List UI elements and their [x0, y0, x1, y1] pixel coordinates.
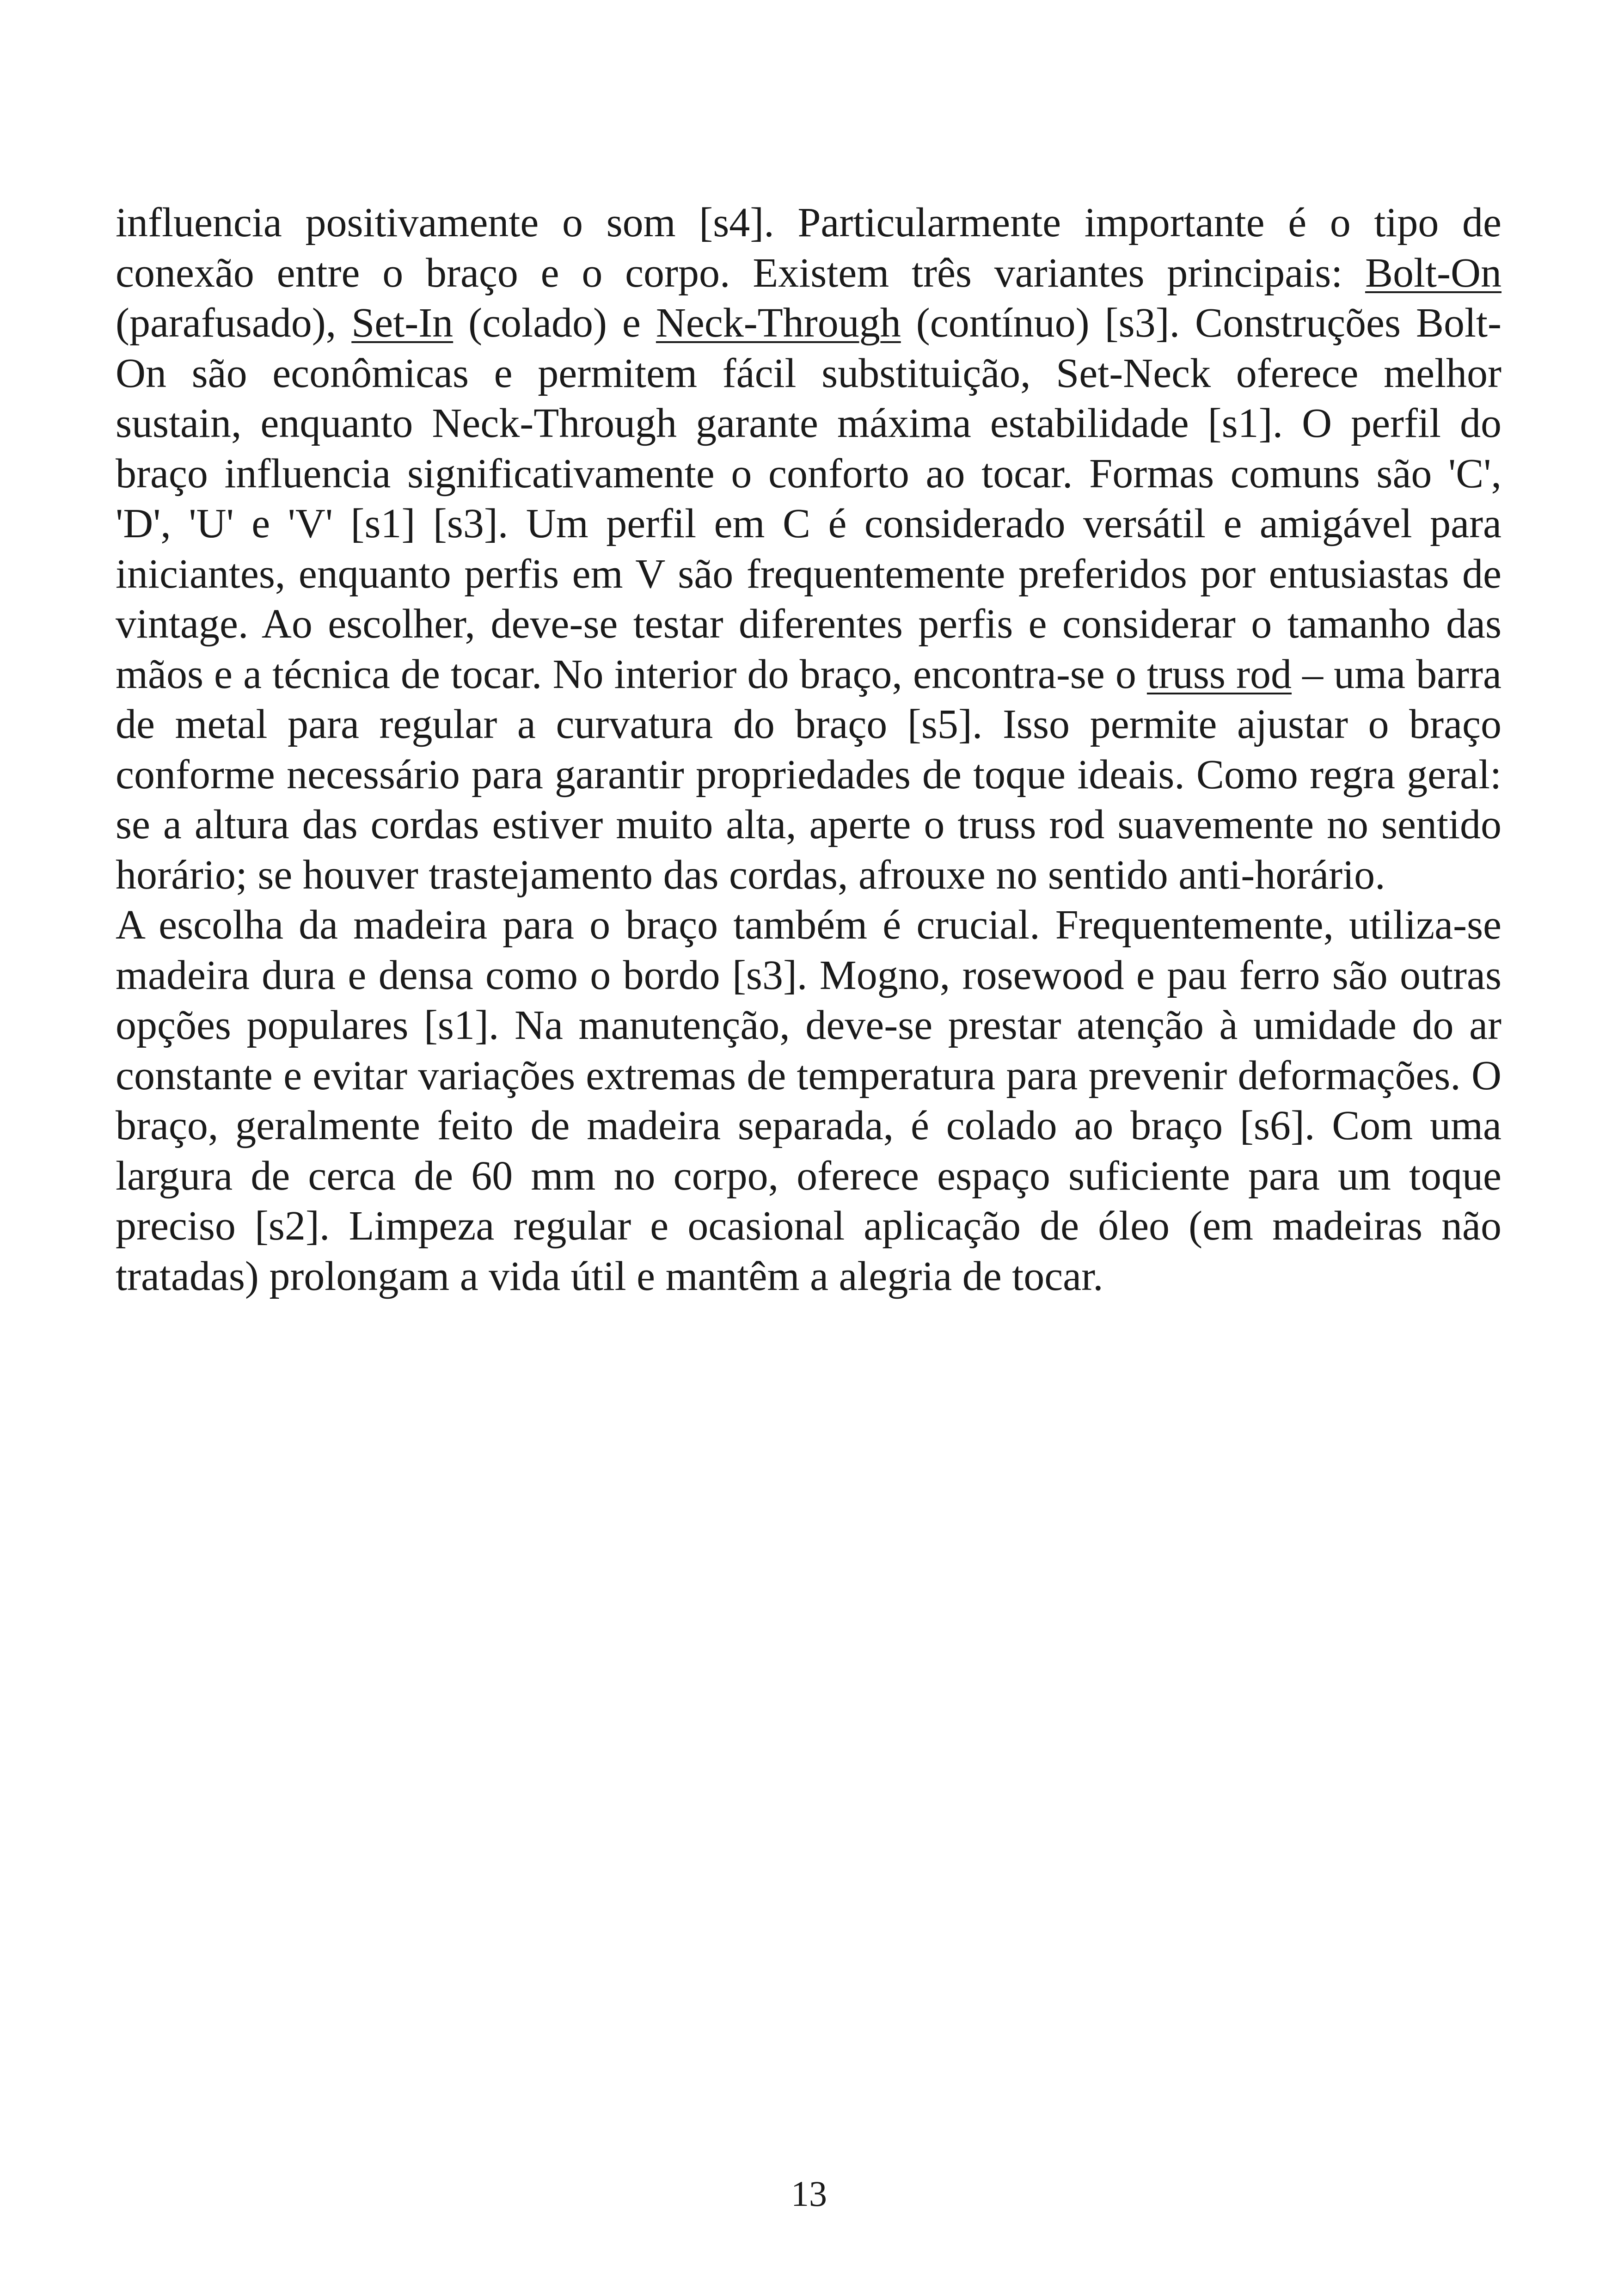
body-text	[116, 198, 1502, 1301]
paragraph-text: (colado) e	[453, 300, 656, 346]
paragraph-text: – uma barra de metal para regular a curvatura do braço [s5]. Isso permite ajustar o braço conforme necessário para garantir propriedades de toque ideais. Como regra geral: se a altura das cordas estiver muito alta, aperte o truss rod suavemente no sentido horário; se houver trastejamento das cordas, afrouxe no sentido anti-horário.	[116, 651, 1502, 898]
page-number: 13	[791, 2173, 827, 2214]
link-set-in[interactable]: Set-In	[351, 300, 454, 346]
paragraph	[116, 198, 1502, 900]
link-neck-through[interactable]: Neck-Through	[656, 300, 901, 346]
paragraph	[116, 900, 1502, 1301]
paragraph-text: A escolha da madeira para o braço também é crucial. Frequentemente, utiliza-se madeira dura e densa como o bordo [s3]. Mogno, rosewood e pau ferro são outras opções populares [s1]. Na manutenção, deve-se prestar atenção à umidade do ar constante e evitar variações extremas de temperatura para prevenir deformações. O braço, geralmente feito de madeira separada, é colado ao braço [s6]. Com uma largura de cerca de 60 mm no corpo, oferece espaço suficiente para um toque preciso [s2]. Limpeza regular e ocasional aplicação de óleo (em madeiras não tratadas) prolongam a vida útil e mantêm a alegria de tocar.	[116, 902, 1502, 1299]
link-truss-rod[interactable]: truss rod	[1146, 651, 1292, 697]
paragraph-text: influencia positivamente o som [s4]. Particularmente importante é o tipo de conexão entre o braço e o corpo. Existem três variantes principais:	[116, 200, 1502, 296]
paragraph-text: (parafusado),	[116, 300, 352, 346]
link-bolt-on[interactable]: Bolt-On	[1365, 250, 1502, 296]
paragraph-text: (contínuo) [s3]. Construções Bolt-On são econômicas e permitem fácil substituição, Set-Neck oferece melhor sustain, enquanto Neck-Through garante máxima estabilidade [s1]. O perfil do braço influencia significativamente o conforto ao tocar. Formas comuns são 'C', 'D', 'U' e 'V' [s1] [s3]. Um perfil em C é considerado versátil e amigável para iniciantes, enquanto perfis em V são frequentemente preferidos por entusiastas de vintage. Ao escolher, deve-se testar diferentes perfis e considerar o tamanho das mãos e a técnica de tocar. No interior do braço, encontra-se o	[116, 300, 1502, 697]
